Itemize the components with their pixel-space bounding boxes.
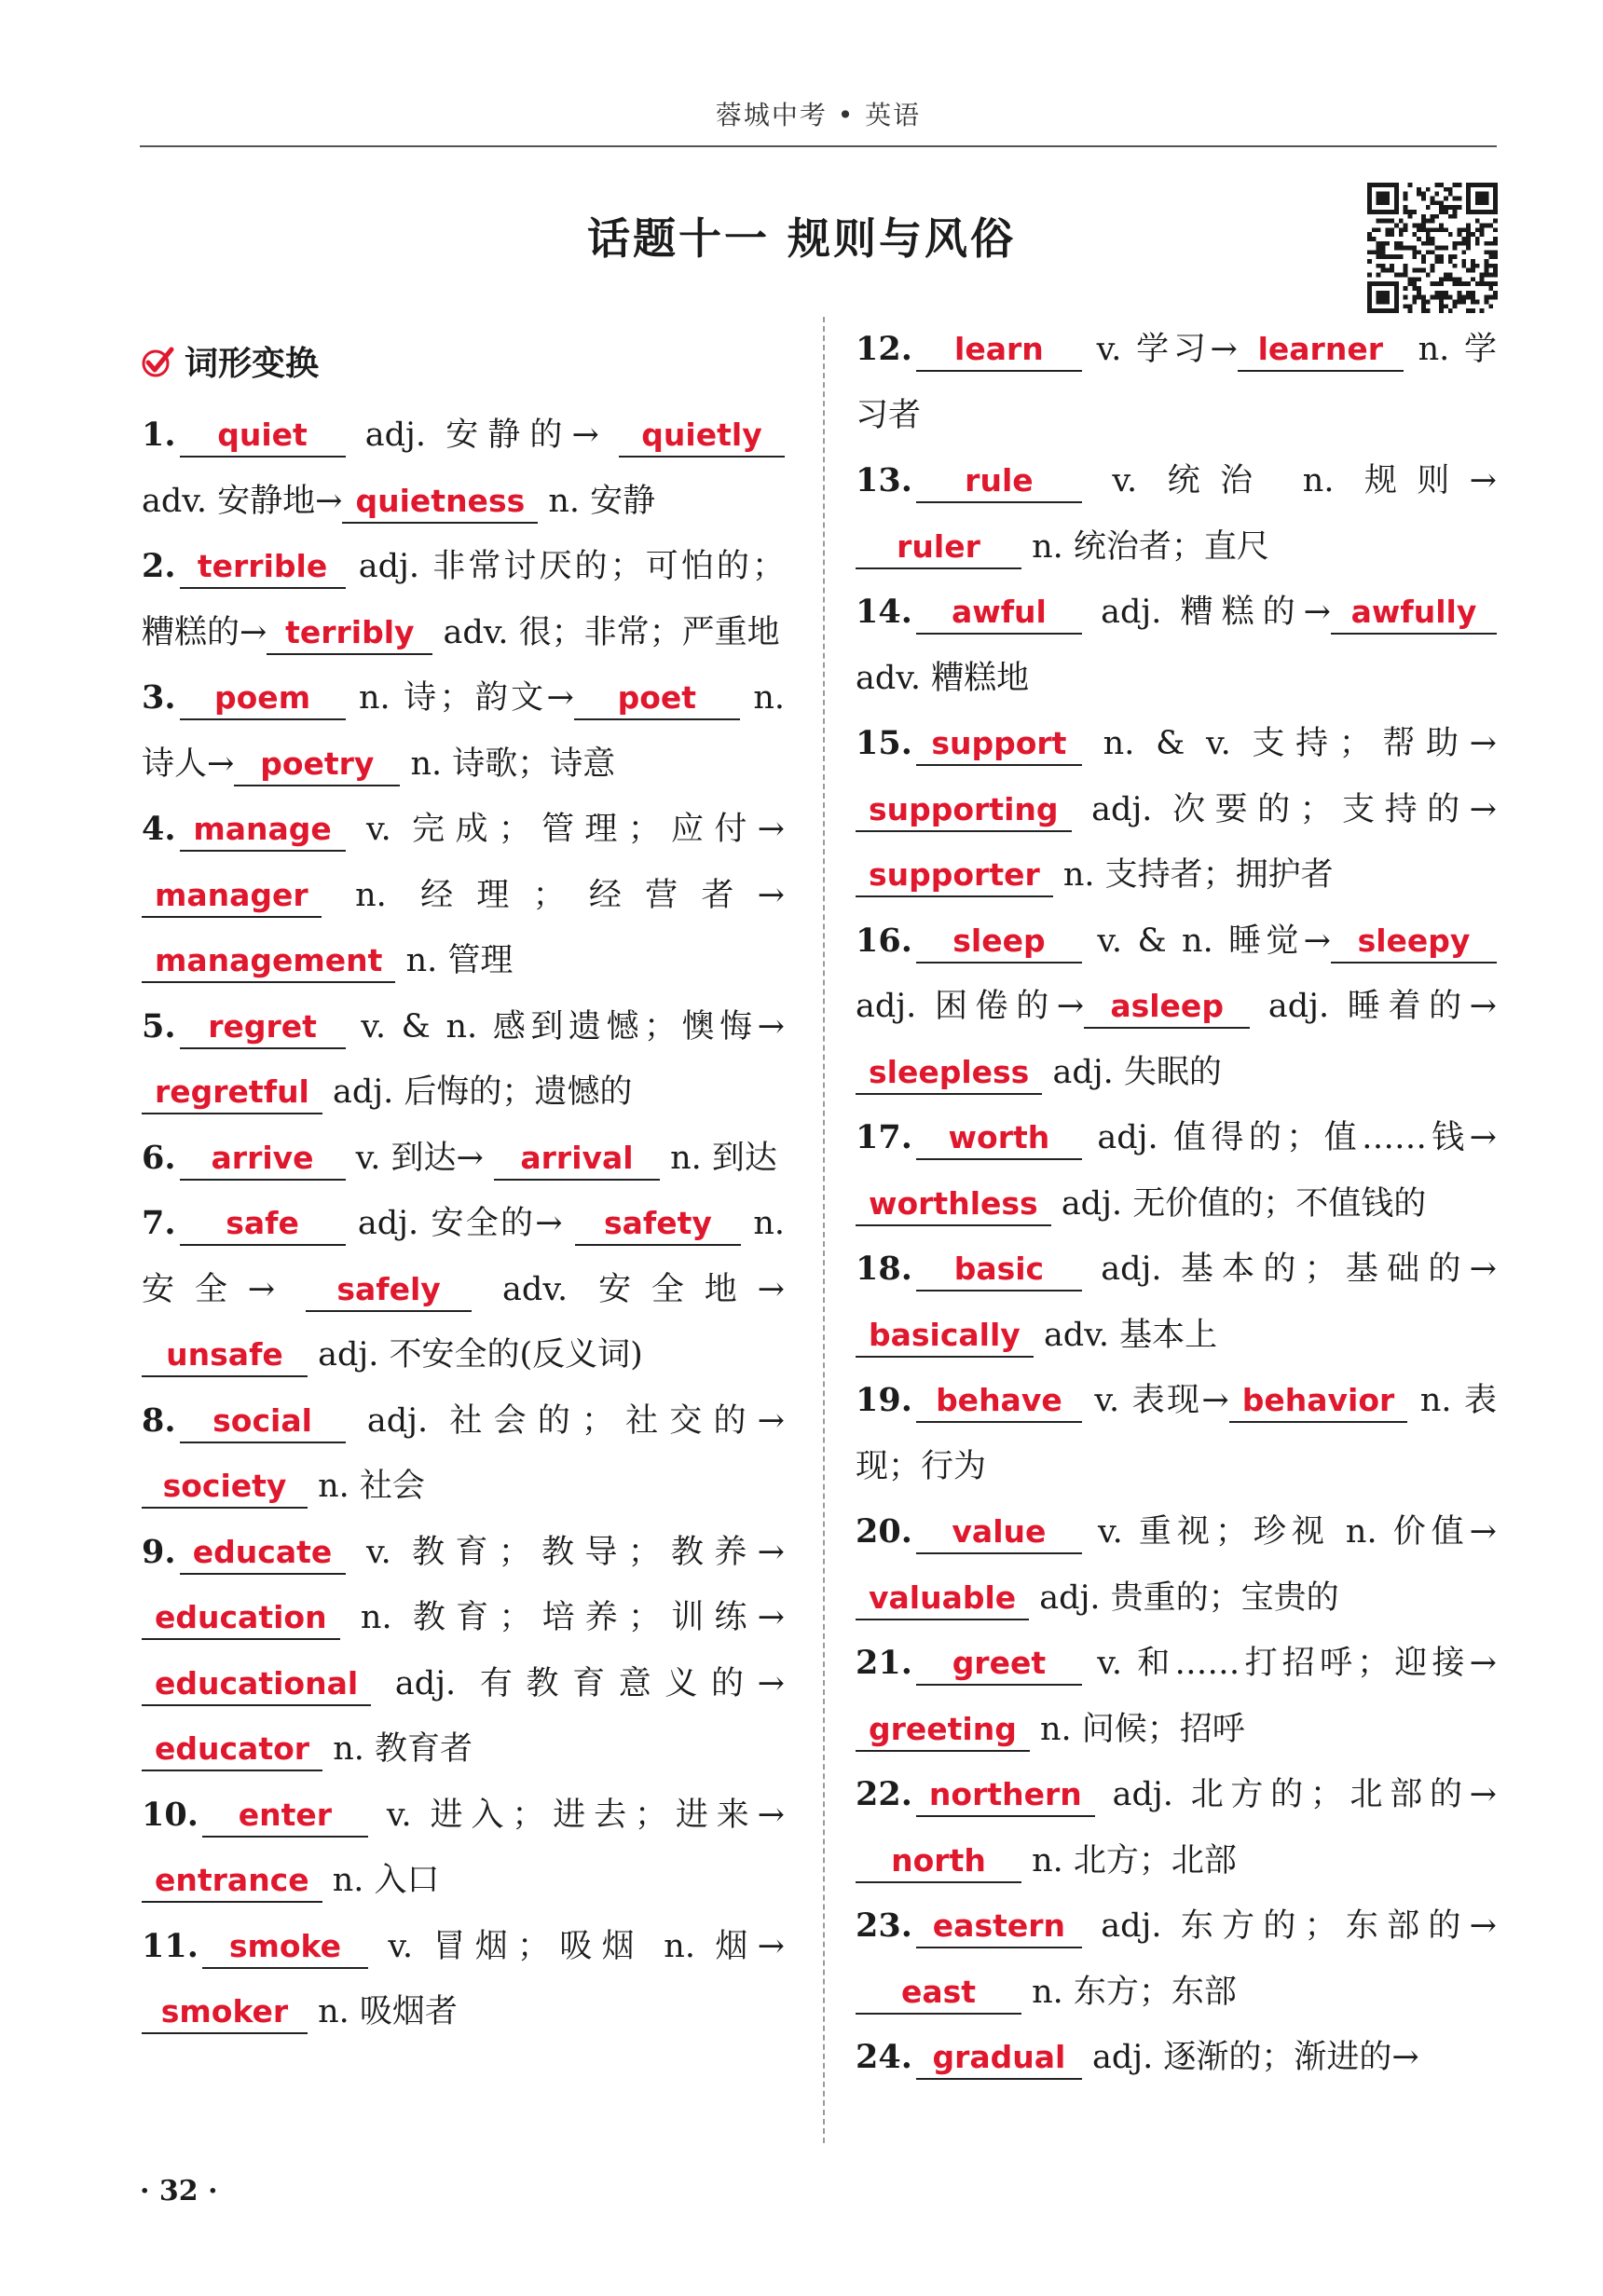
definition-text: n. 社会 (308, 1468, 425, 1505)
vocab-entry (856, 580, 1497, 711)
right-column (856, 317, 1497, 2091)
answer-blank: educational (142, 1663, 371, 1706)
answer-blank: arrival (494, 1138, 660, 1181)
definition-text: v. & n. 睡觉→ (1081, 922, 1331, 960)
answer-blank: manager (142, 875, 322, 918)
entry-number: 3. (142, 678, 176, 717)
header-rule (140, 145, 1497, 147)
page-header: 蓉城中考 • 英语 (715, 100, 922, 130)
page-number: · 32 · (140, 2175, 218, 2207)
qr-code (1365, 183, 1500, 313)
entry-number: 14. (856, 593, 912, 631)
entry-number: 18. (856, 1250, 912, 1288)
entry-number: 19. (856, 1381, 912, 1419)
answer-blank: greet (916, 1643, 1082, 1686)
entry-number: 22. (856, 1775, 912, 1813)
definition-text: adj. 社会的；社交的→ (345, 1401, 785, 1440)
answer-blank: arrive (180, 1138, 346, 1181)
entry-number: 2. (142, 547, 176, 585)
answer-blank: entrance (142, 1860, 322, 1903)
answer-blank: society (142, 1466, 308, 1509)
definition-text: n. 教育者 (322, 1730, 473, 1768)
definition-text: adj. 逐渐的；渐进的→ (1081, 2039, 1419, 2076)
answer-blank: safely (306, 1269, 472, 1312)
entry-number: 13. (856, 461, 912, 499)
definition-text: n. 诗；韵文→ (345, 679, 574, 717)
answer-blank: learner (1238, 329, 1404, 372)
definition-text: adj. 北方的；北部的→ (1094, 1776, 1497, 1813)
answer-blank: northern (916, 1774, 1095, 1817)
definition-text: v. & n. 感到遗憾；懊悔→ (345, 1007, 785, 1046)
answer-blank: poem (180, 677, 346, 720)
entry-number: 15. (856, 724, 912, 762)
entry-number: 24. (856, 2038, 912, 2076)
definition-text: n. 东方；东部 (1021, 1973, 1237, 2011)
definition-text: adj. 安静的→ (345, 417, 619, 454)
answer-blank: regretful (142, 1072, 322, 1114)
answer-blank: sleep (916, 921, 1082, 964)
definition-text: v. 冒烟；吸烟 n. 烟→ (367, 1927, 785, 1965)
definition-text: n. 学习者 (856, 331, 1497, 434)
definition-text: n. 管理 (395, 942, 514, 979)
definition-text: adj. 糟糕的→ (1081, 594, 1331, 631)
definition-text: n. 吸烟者 (308, 1993, 458, 2030)
answer-blank: quiet (180, 415, 346, 458)
answer-blank: awfully (1331, 592, 1497, 635)
definition-text: n. 经理；经营者→ (321, 876, 785, 914)
answer-blank: manage (180, 809, 346, 852)
answer-blank: quietly (619, 415, 785, 458)
entry-number: 7. (142, 1204, 176, 1242)
vocab-entry (142, 665, 785, 797)
definition-text: adj. 东方的；东部的→ (1081, 1907, 1497, 1945)
definition-text: v. 到达→ (345, 1139, 494, 1177)
definition-text: adj. 有教育意义的→ (371, 1664, 785, 1702)
answer-blank: eastern (916, 1906, 1082, 1948)
answer-blank: education (142, 1597, 340, 1640)
vocab-entry (856, 448, 1497, 580)
answer-blank: worthless (856, 1183, 1051, 1226)
vocab-entry (142, 534, 785, 665)
definition-text: n. 诗人→ (142, 679, 785, 783)
entry-number: 9. (142, 1532, 176, 1571)
page-title: 话题十一 规则与风俗 (586, 213, 1016, 264)
entry-number: 16. (856, 921, 912, 960)
definition-text: adj. 贵重的；宝贵的 (1029, 1578, 1339, 1617)
definition-text: adj. 基本的；基础的→ (1081, 1250, 1497, 1288)
answer-blank: poet (574, 677, 740, 720)
answer-blank: gradual (916, 2037, 1082, 2080)
entry-number: 12. (856, 330, 912, 368)
vocab-entry (142, 994, 785, 1126)
entry-number: 11. (142, 1926, 199, 1965)
answer-blank: supporter (856, 854, 1053, 897)
definition-text: v. 和……打招呼；迎接→ (1081, 1645, 1497, 1682)
answer-blank: unsafe (142, 1334, 308, 1377)
answer-blank: educator (142, 1729, 322, 1771)
definition-text: n. 问候；招呼 (1029, 1710, 1245, 1748)
definition-text: v. 进入；进去；进来→ (367, 1796, 785, 1834)
definition-text: adv. 很；非常；严重地 (432, 613, 780, 651)
definition-text: n. 支持者；拥护者 (1052, 856, 1334, 894)
definition-text: adj. 无价值的；不值钱的 (1050, 1184, 1427, 1223)
vocab-entry (856, 1237, 1497, 1368)
answer-blank: poetry (234, 744, 400, 786)
answer-blank: quietness (342, 481, 538, 524)
entry-number: 10. (142, 1795, 199, 1834)
definition-text: n. & v. 支持；帮助→ (1081, 725, 1497, 762)
vocab-entry (856, 1893, 1497, 2025)
vocab-entry (856, 1762, 1497, 1893)
vocab-entry (142, 797, 785, 994)
vocab-entry (142, 1783, 785, 1914)
definition-text: n. 教育；培养；训练→ (339, 1599, 785, 1636)
answer-blank: awful (916, 592, 1082, 635)
answer-blank: smoker (142, 1991, 308, 2034)
definition-text: n. 表现；行为 (856, 1382, 1497, 1485)
vocab-entry (856, 711, 1497, 909)
answer-blank: terrible (180, 546, 346, 589)
definition-text: adj. 值得的；值……钱→ (1081, 1119, 1497, 1156)
answer-blank: management (142, 940, 395, 983)
vocab-entry (856, 2025, 1497, 2091)
definition-text: adv. 安静地→ (142, 482, 343, 520)
entry-number: 6. (142, 1138, 176, 1177)
answer-blank: sleepless (856, 1052, 1042, 1095)
entry-number: 4. (142, 810, 176, 848)
answer-blank: asleep (1084, 986, 1250, 1029)
answer-blank: behave (916, 1380, 1082, 1423)
answer-blank: enter (202, 1795, 368, 1838)
vocab-entry (142, 1520, 785, 1783)
definition-text: v. 教育；教导；教养→ (345, 1533, 785, 1571)
vocab-entry (142, 1126, 785, 1192)
definition-text: adv. 基本上 (1033, 1316, 1218, 1354)
answer-blank: behavior (1229, 1380, 1408, 1423)
definition-text: n. 北方；北部 (1021, 1841, 1237, 1879)
entry-number: 1. (142, 416, 176, 454)
answer-blank: basic (916, 1249, 1082, 1292)
left-column (142, 403, 785, 2045)
definition-text: n. 统治者；直尺 (1021, 527, 1269, 566)
definition-text: v. 重视；珍视 n. 价值→ (1081, 1513, 1497, 1551)
definition-text: adj. 困倦的→ (856, 988, 1085, 1025)
vocab-entry (856, 317, 1497, 448)
definition-text: adj. 不安全的(反义词) (308, 1336, 643, 1374)
answer-blank: social (180, 1401, 346, 1443)
vocab-entry (856, 909, 1497, 1106)
definition-text: n. 诗歌；诗意 (400, 745, 616, 783)
column-divider (823, 317, 825, 2143)
answer-blank: smoke (202, 1926, 368, 1969)
answer-blank: ruler (856, 526, 1021, 569)
answer-blank: rule (916, 460, 1082, 503)
vocab-entry (142, 403, 785, 534)
answer-blank: greeting (856, 1709, 1030, 1752)
vocab-entry (856, 1368, 1497, 1499)
answer-blank: support (916, 723, 1082, 766)
entry-number: 23. (856, 1906, 912, 1945)
answer-blank: regret (180, 1006, 346, 1049)
answer-blank: safe (180, 1203, 346, 1246)
entry-number: 21. (856, 1644, 912, 1682)
vocab-entry (856, 1499, 1497, 1631)
vocab-entry (856, 1105, 1497, 1237)
definition-text: v. 表现→ (1081, 1382, 1229, 1419)
entry-number: 20. (856, 1512, 912, 1551)
answer-blank: terribly (267, 612, 432, 655)
checkmark-icon (140, 344, 175, 379)
vocab-entry (142, 1191, 785, 1388)
answer-blank: value (916, 1511, 1082, 1554)
definition-text: adj. 次要的；支持的→ (1071, 790, 1497, 828)
answer-blank: learn (916, 329, 1082, 372)
definition-text: adj. 后悔的；遗憾的 (322, 1073, 633, 1111)
answer-blank: valuable (856, 1578, 1029, 1620)
section-heading (140, 337, 319, 385)
definition-text: v. 完成；管理；应付→ (345, 811, 785, 848)
vocab-entry (856, 1631, 1497, 1762)
definition-text: adj. 失眠的 (1042, 1053, 1222, 1091)
definition-text: n. 入口 (322, 1862, 440, 1899)
definition-text: adv. 安全地→ (472, 1270, 785, 1308)
answer-blank: educate (180, 1532, 346, 1575)
answer-blank: north (856, 1840, 1021, 1883)
answer-blank: safety (575, 1203, 741, 1246)
definition-text: v. 统治 n. 规则→ (1081, 462, 1497, 499)
answer-blank: supporting (856, 789, 1072, 832)
answer-blank: sleepy (1331, 921, 1497, 964)
section-title: 词形变换 (185, 345, 320, 383)
definition-text: v. 学习→ (1081, 331, 1238, 368)
entry-number: 5. (142, 1006, 176, 1046)
entry-number: 8. (142, 1401, 176, 1440)
entry-number: 17. (856, 1118, 912, 1156)
vocab-entry (142, 1914, 785, 2045)
definition-text: n. 安全→ (142, 1205, 786, 1308)
answer-blank: worth (916, 1117, 1082, 1160)
answer-blank: east (856, 1972, 1021, 2015)
definition-text: adj. 睡着的→ (1250, 988, 1498, 1025)
vocab-entry (142, 1388, 785, 1520)
definition-text: adj. 非常讨厌的；可怕的；糟糕的→ (142, 548, 785, 651)
definition-text: adj. 安全的→ (345, 1205, 575, 1242)
definition-text: adv. 糟糕地 (856, 659, 1030, 697)
definition-text: n. 到达 (660, 1139, 777, 1177)
definition-text: n. 安静 (538, 482, 656, 520)
answer-blank: basically (856, 1315, 1034, 1358)
